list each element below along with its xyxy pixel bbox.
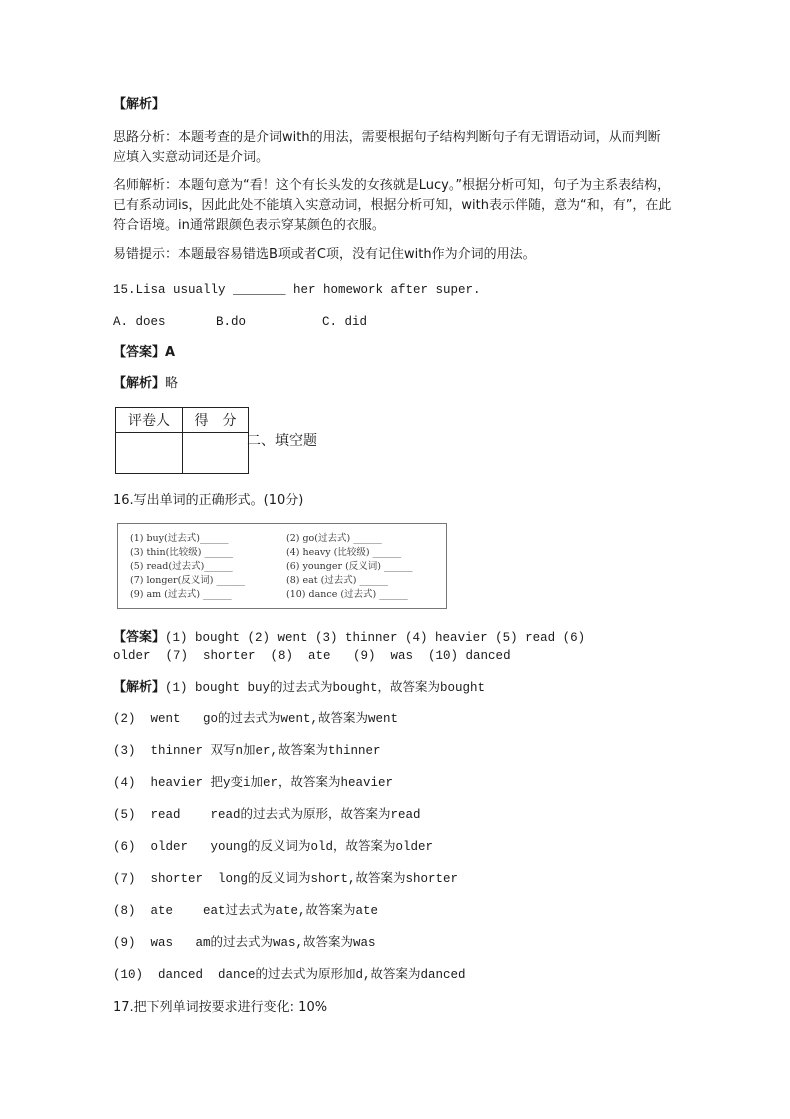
score-header: 得 分 <box>183 408 249 433</box>
exercise-item: (8) eat (过去式) ______ <box>286 575 389 586</box>
score-cell <box>183 433 249 474</box>
analysis-line: (5) read read的过去式为原形，故答案为read <box>113 808 421 822</box>
analysis-line: (8) ate eat过去式为ate,故答案为ate <box>113 904 379 918</box>
section-title: 二、填空题 <box>247 433 317 449</box>
exercise-item: (7) longer(反义词) ______ <box>130 575 246 586</box>
question-15-analysis <box>113 374 178 393</box>
question-17-stem: 17.把下列单词按要求进行变化: 10% <box>113 1000 328 1015</box>
option-c: C. did <box>322 315 368 329</box>
grader-header: 评卷人 <box>116 408 183 433</box>
exercise-item: (2) go(过去式) ______ <box>286 533 382 544</box>
analysis-line: (3) thinner 双写n加er,故答案为thinner <box>113 744 381 758</box>
exercise-item: (5) read(过去式)______ <box>130 561 233 572</box>
analysis-label-16: 【解析】 <box>113 680 166 695</box>
analysis-line: (4) heavier 把y变i加er，故答案为heavier <box>113 776 394 790</box>
analysis-line: (9) was am的过去式为was,故答案为was <box>113 936 376 950</box>
exercise-item: (3) thin(比较级) ______ <box>130 547 234 558</box>
answer-text: 【答案】A <box>113 345 176 360</box>
option-a: A. does <box>113 315 166 329</box>
exercise-item: (1) buy(过去式)______ <box>130 533 229 544</box>
answer-line-1: (1) bought (2) went (3) thinner (4) heavier (5) read (6) <box>165 631 586 645</box>
analysis-label: 【解析】 <box>113 97 166 112</box>
analysis-label-15: 【解析】 <box>113 376 166 391</box>
exercise-item: (10) dance (过去式) ______ <box>286 589 408 600</box>
exercise-box <box>117 523 447 609</box>
score-table <box>115 407 249 474</box>
analysis-thinking: 思路分析：本题考查的是介词with的用法，需要根据句子结构判断句子有无谓语动词，从而判断应填入实意动词还是介词。 <box>113 130 661 165</box>
analysis-line: (2) went go的过去式为went,故答案为went <box>113 712 399 726</box>
exercise-item: (6) younger (反义词) ______ <box>286 561 413 572</box>
exercise-item: (4) heavy (比较级) ______ <box>286 547 402 558</box>
option-b: B.do <box>216 315 247 329</box>
question-16-analysis <box>113 678 485 698</box>
exercise-item: (9) am (过去式) ______ <box>130 589 232 600</box>
answer-line-2: older (7) shorter (8) ate (9) was (10) danced <box>113 649 511 663</box>
analysis-line: (1) bought buy的过去式为bought，故答案为bought <box>165 681 486 695</box>
analysis-teacher: 名师解析：本题句意为“看！这个有长头发的女孩就是Lucy。”根据分析可知，句子为主系表结构，已有系动词is，因此此处不能填入实意动词，根据分析可知，with表示伴随，意为“和，有”，在此符合语境。in通常跟颜色表示穿某颜色的衣服。 <box>113 178 672 233</box>
grader-cell <box>116 433 183 474</box>
analysis-line: (6) older young的反义词为old，故答案为older <box>113 840 434 854</box>
answer-label: 【答案】 <box>113 630 166 645</box>
question-15-answer <box>113 343 175 362</box>
analysis-tip: 易错提示：本题最容易错选B项或者C项，没有记住with作为介词的用法。 <box>113 247 536 262</box>
analysis-text-15: 略 <box>165 376 179 391</box>
analysis-line: (7) shorter long的反义词为short,故答案为shorter <box>113 872 459 886</box>
question-15-stem: 15.Lisa usually _______ her homework after super. <box>113 283 481 297</box>
question-16-answer <box>113 628 585 648</box>
analysis-line: (10) danced dance的过去式为原形加d,故答案为danced <box>113 968 466 982</box>
question-16-stem: 16.写出单词的正确形式。(10分) <box>113 493 304 508</box>
